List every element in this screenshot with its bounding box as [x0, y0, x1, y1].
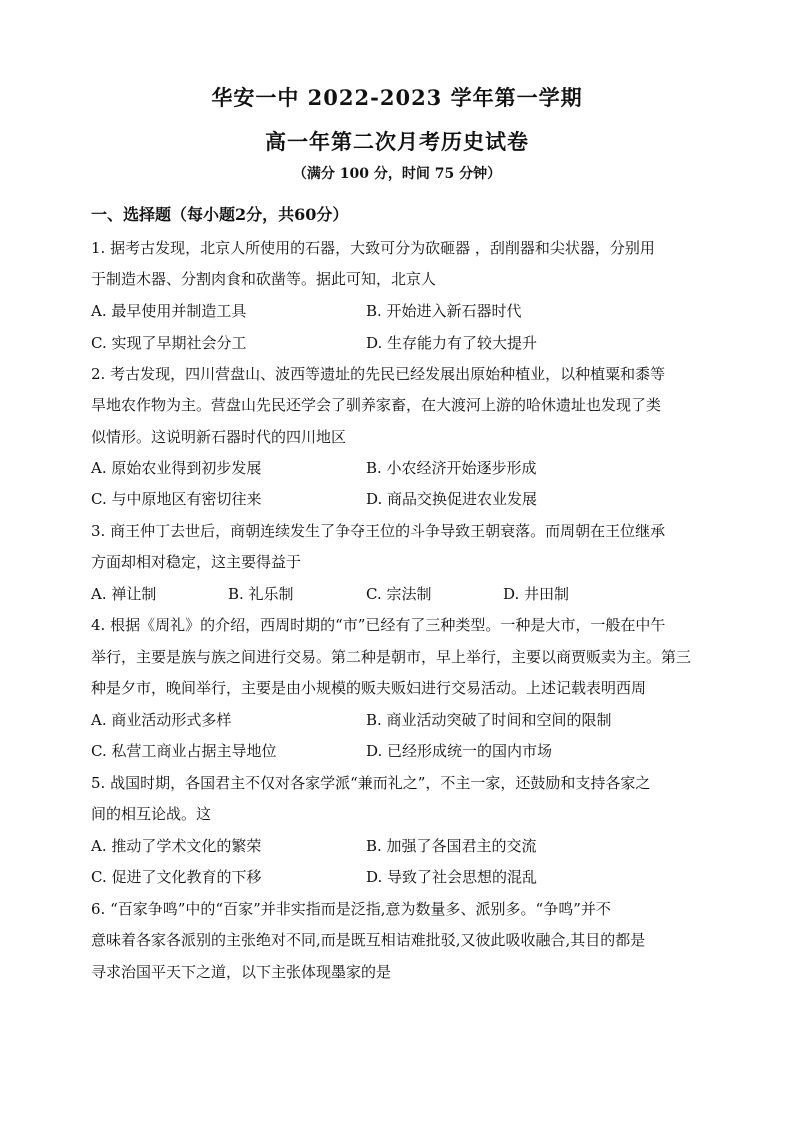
- question-1-option-d: D. 生存能力有了较大提升: [366, 334, 538, 352]
- question-2-option-b: B. 小农经济开始逐步形成: [366, 459, 537, 477]
- exam-title-line2: 高一年第二次月考历史试卷: [265, 129, 529, 154]
- question-3-option-d: D. 井田制: [503, 585, 570, 603]
- question-6-line-1: 6. “百家争鸣”中的“百家”并非实指而是泛指,意为数量多、派别多。“争鸣”并不: [91, 900, 611, 918]
- question-4-line-2: 举行，主要是族与族之间进行交易。第二种是朝市，早上举行，主要以商贾贩卖为主。第三: [91, 648, 692, 666]
- question-1-option-b: B. 开始进入新石器时代: [366, 302, 522, 320]
- question-1-line-1: 1. 据考古发现，北京人所使用的石器，大致可分为砍砸器 ，刮削器和尖状器，分别用: [91, 239, 655, 257]
- question-3-option-a: A. 禅让制: [91, 585, 157, 603]
- question-3-option-c: C. 宗法制: [366, 585, 432, 603]
- question-4-option-c: C. 私营工商业占据主导地位: [91, 742, 277, 760]
- question-2-line-1: 2. 考古发现，四川营盘山、波西等遗址的先民已经发展出原始种植业，以种植粟和黍等: [91, 365, 666, 383]
- question-6-line-2: 意味着各家各派别的主张绝对不同,而是既互相诘难批驳,又彼此吸收融合,其目的都是: [91, 931, 646, 949]
- question-4-line-1: 4. 根据《周礼》的介绍，西周时期的“市”已经有了三种类型。一种是大市，一般在中午: [91, 616, 666, 634]
- question-3-option-b: B. 礼乐制: [228, 585, 294, 603]
- question-5-line-1: 5. 战国时期，各国君主不仅对各家学派“兼而礼之”，不主一家，还鼓励和支持各家之: [91, 774, 651, 792]
- question-2-line-2: 旱地农作物为主。营盘山先民还学会了驯养家畜，在大渡河上游的哈休遗址也发现了类: [91, 396, 662, 414]
- section-heading: 一、选择题（每小题2分，共60分）: [91, 205, 349, 224]
- question-1-option-a: A. 最早使用并制造工具: [91, 302, 247, 320]
- question-4-option-b: B. 商业活动突破了时间和空间的限制: [366, 711, 612, 729]
- question-2-option-c: C. 与中原地区有密切往来: [91, 490, 262, 508]
- question-5-option-a: A. 推动了学术文化的繁荣: [91, 837, 262, 855]
- question-6-line-3: 寻求治国平天下之道，以下主张体现墨家的是: [91, 963, 392, 981]
- question-5-option-b: B. 加强了各国君主的交流: [366, 837, 537, 855]
- exam-subtitle: （满分 100 分，时间 75 分钟）: [292, 166, 502, 182]
- question-4-option-d: D. 已经形成统一的国内市场: [366, 742, 553, 760]
- question-3-line-2: 方面却相对稳定，这主要得益于: [91, 553, 302, 571]
- question-1-option-c: C. 实现了早期社会分工: [91, 334, 247, 352]
- question-2-line-3: 似情形。这说明新石器时代的四川地区: [91, 428, 347, 446]
- question-3-line-1: 3. 商王仲丁去世后，商朝连续发生了争夺王位的斗争导致王朝衰落。而周朝在王位继承: [91, 522, 666, 540]
- question-5-option-d: D. 导致了社会思想的混乱: [366, 868, 538, 886]
- question-1-line-2: 于制造木器、分割肉食和砍凿等。据此可知，北京人: [91, 270, 437, 288]
- question-4-option-a: A. 商业活动形式多样: [91, 711, 232, 729]
- question-5-line-2: 间的相互论战。这: [91, 805, 212, 823]
- question-5-option-c: C. 促进了文化教育的下移: [91, 868, 262, 886]
- question-2-option-a: A. 原始农业得到初步发展: [91, 459, 262, 477]
- question-2-option-d: D. 商品交换促进农业发展: [366, 490, 538, 508]
- exam-title-line1: 华安一中 2022-2023 学年第一学期: [211, 85, 583, 110]
- question-4-line-3: 种是夕市，晚间举行，主要是由小规模的贩夫贩妇进行交易活动。上述记载表明西周: [91, 679, 647, 697]
